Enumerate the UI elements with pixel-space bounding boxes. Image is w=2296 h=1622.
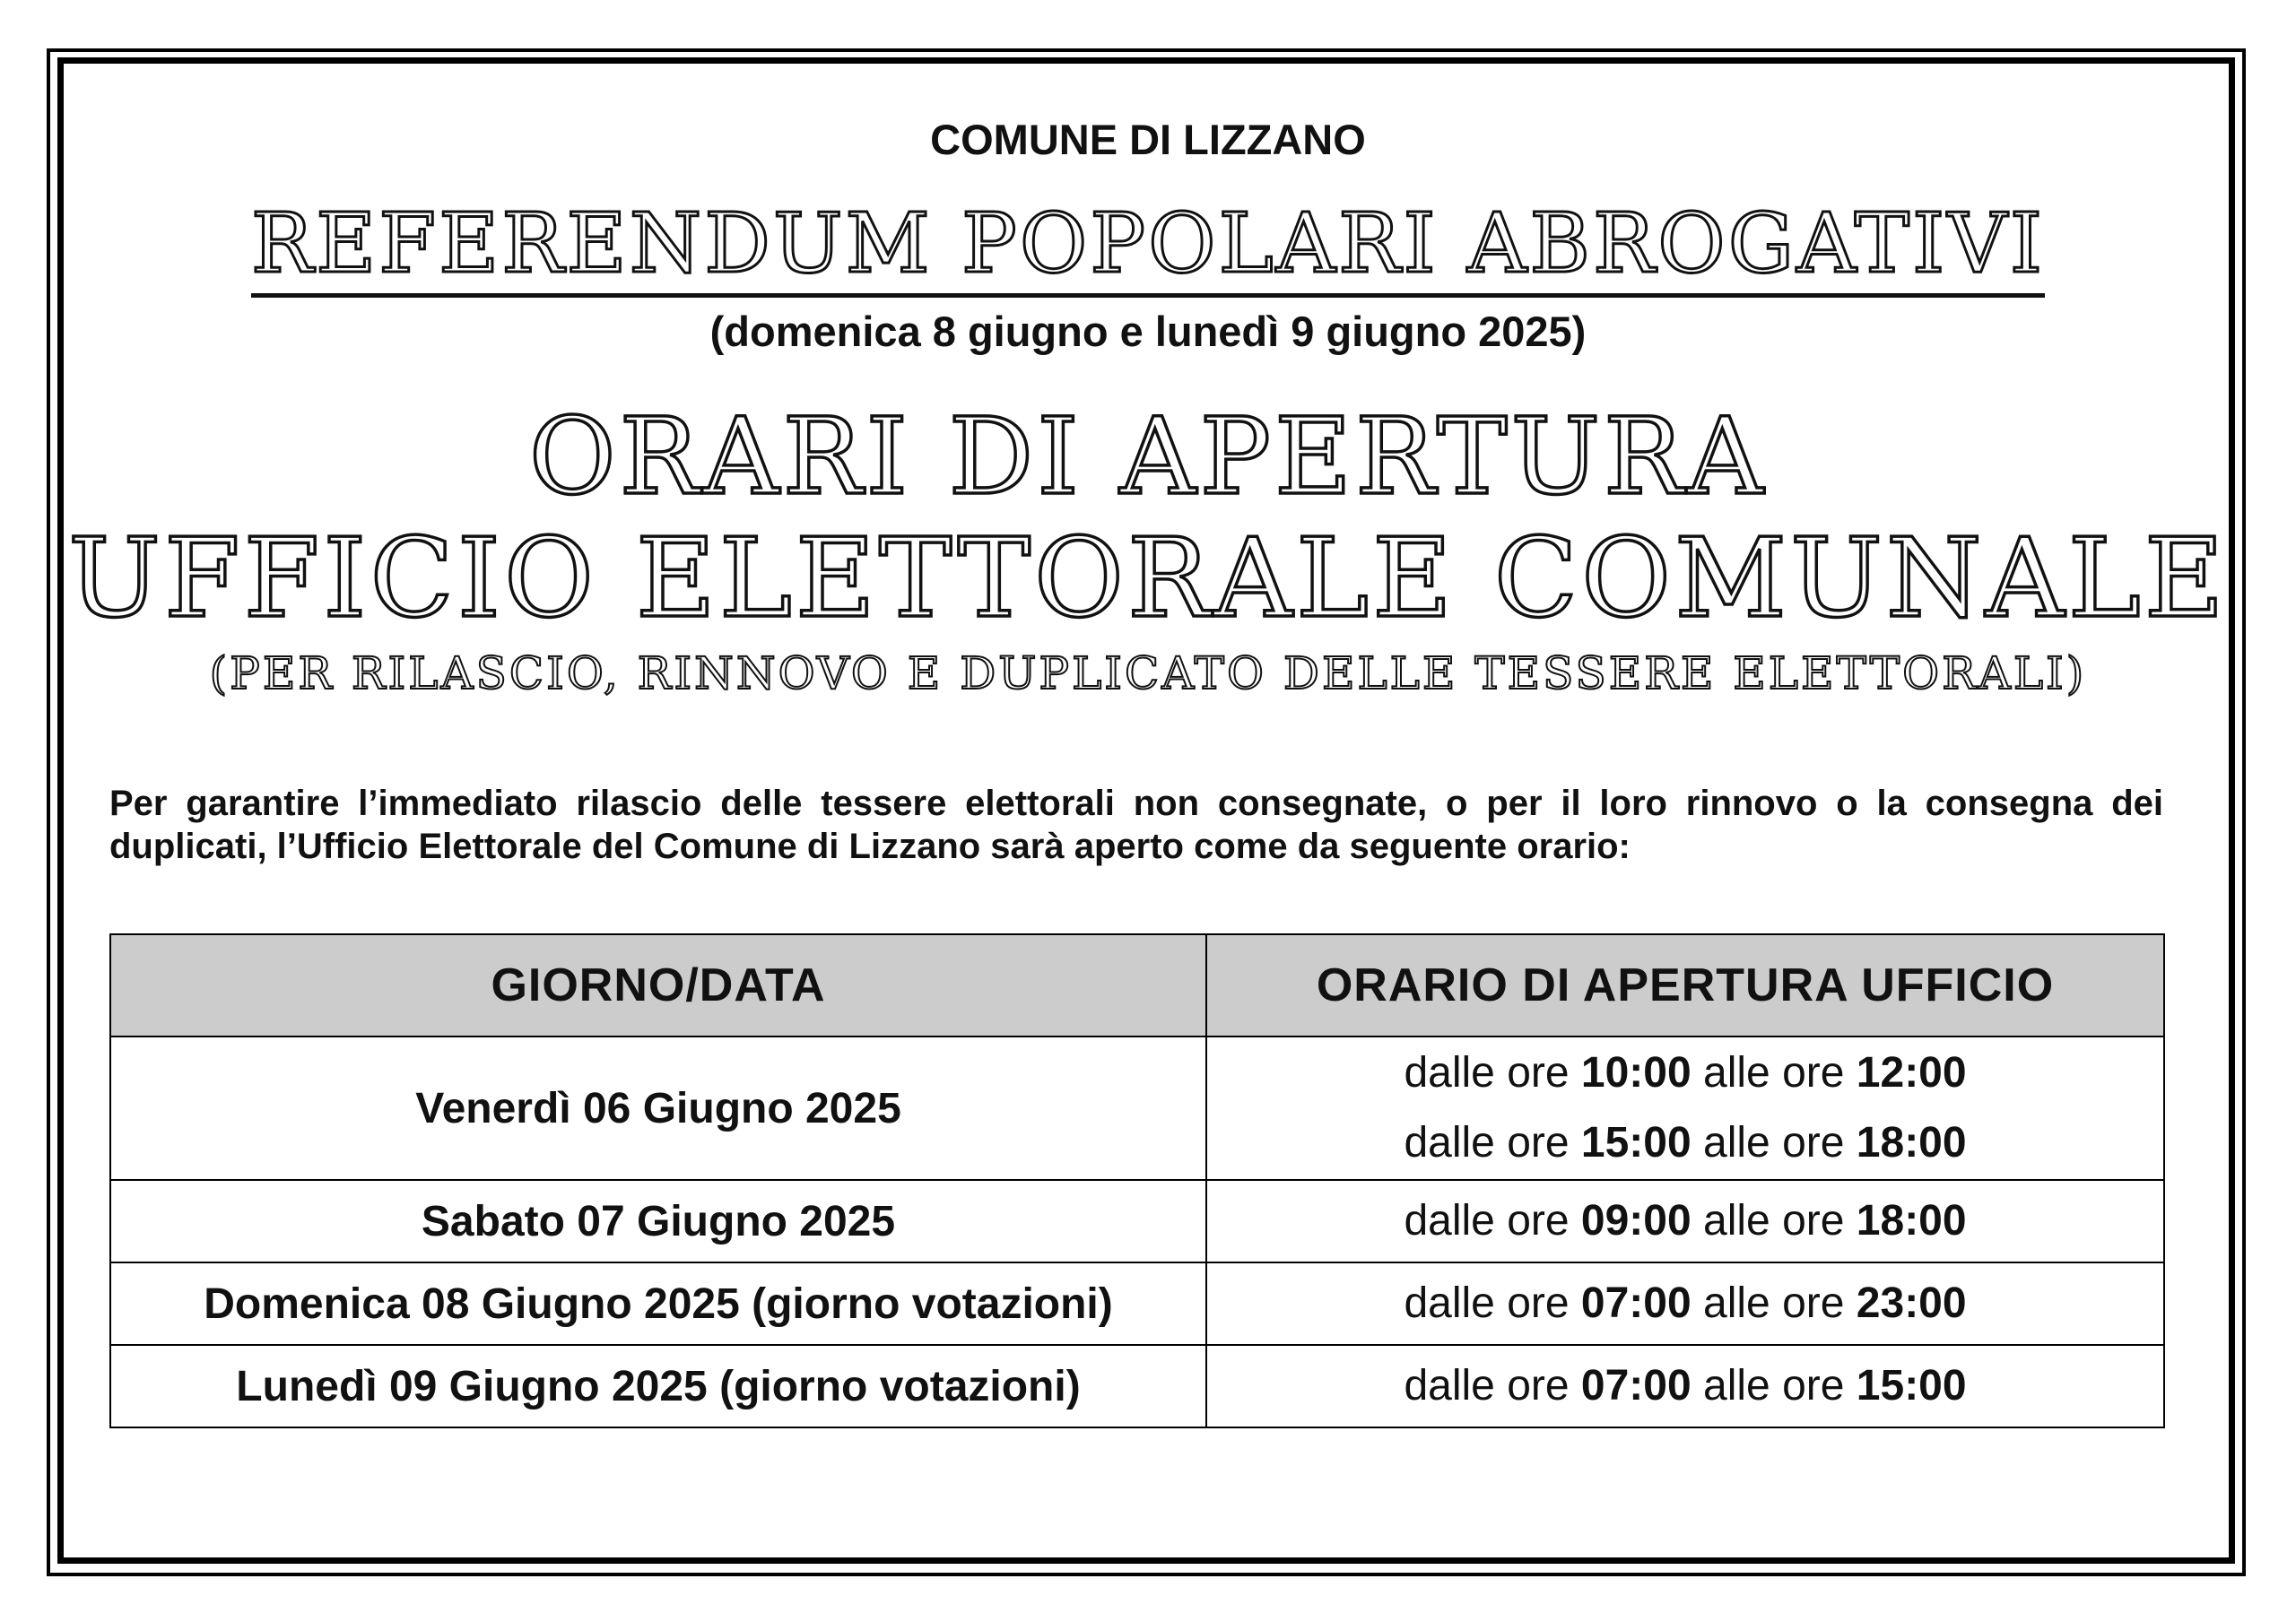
- slot-start: 07:00: [1580, 1279, 1692, 1327]
- schedule-table: [109, 933, 2165, 1428]
- row-day: Lunedì 09 Giugno 2025 (giorno votazioni): [110, 1345, 1206, 1427]
- slot-start: 07:00: [1580, 1362, 1692, 1409]
- row-hours: [1206, 1180, 2164, 1262]
- header-hours: ORARIO DI APERTURA UFFICIO: [1206, 934, 2164, 1037]
- headline-line2: UFFICIO ELETTORALE COMUNALE: [68, 515, 2228, 642]
- table-header-row: [110, 934, 2164, 1037]
- slot-start: 15:00: [1580, 1119, 1692, 1167]
- table-row: [110, 1262, 2164, 1345]
- row-day: Sabato 07 Giugno 2025: [110, 1180, 1206, 1262]
- slot-end: 12:00: [1856, 1049, 1967, 1097]
- time-slot: dalle ore 15:00 alle ore 18:00: [1404, 1119, 1967, 1167]
- row-day: Domenica 08 Giugno 2025 (giorno votazioni): [110, 1262, 1206, 1345]
- slot-start: 10:00: [1580, 1049, 1692, 1097]
- referendum-title: [0, 195, 2296, 291]
- row-hours: [1206, 1345, 2164, 1427]
- header-day: GIORNO/DATA: [110, 934, 1206, 1037]
- table-row: [110, 1345, 2164, 1427]
- table-row: [110, 1180, 2164, 1262]
- time-slot: dalle ore 10:00 alle ore 12:00: [1404, 1049, 1967, 1097]
- referendum-dates: (domenica 8 giugno e lunedì 9 giugno 2025): [709, 308, 1587, 355]
- slot-end: 23:00: [1856, 1279, 1967, 1327]
- row-hours: [1206, 1037, 2164, 1180]
- table-row: [110, 1037, 2164, 1180]
- purpose-subtitle: (PER RILASCIO, RINNOVO E DUPLICATO DELLE TESSERE ELETTORALI): [209, 647, 2087, 699]
- slot-end: 18:00: [1856, 1119, 1967, 1167]
- time-slot: dalle ore 07:00 alle ore 23:00: [1404, 1279, 1967, 1327]
- slot-end: 15:00: [1856, 1362, 1967, 1409]
- slot-end: 18:00: [1856, 1197, 1967, 1245]
- intro-paragraph: Per garantire l’immediato rilascio delle tessere elettorali non consegnate, o per il loro rinnovo o la consegna dei duplicati, l’Ufficio Elettorale del Comune di Lizzano sarà aperto come da seguente orario:: [109, 784, 2163, 866]
- time-slot: dalle ore 07:00 alle ore 15:00: [1404, 1362, 1967, 1409]
- headline-line1: ORARI DI APERTURA: [528, 395, 1768, 518]
- referendum-title-text: REFERENDUM POPOLARI ABROGATIVI: [251, 195, 2045, 298]
- slot-start: 09:00: [1580, 1197, 1692, 1245]
- municipality-name: COMUNE DI LIZZANO: [930, 116, 1366, 163]
- time-slot: dalle ore 09:00 alle ore 18:00: [1404, 1197, 1967, 1245]
- row-day: Venerdì 06 Giugno 2025: [110, 1037, 1206, 1180]
- row-hours: [1206, 1262, 2164, 1345]
